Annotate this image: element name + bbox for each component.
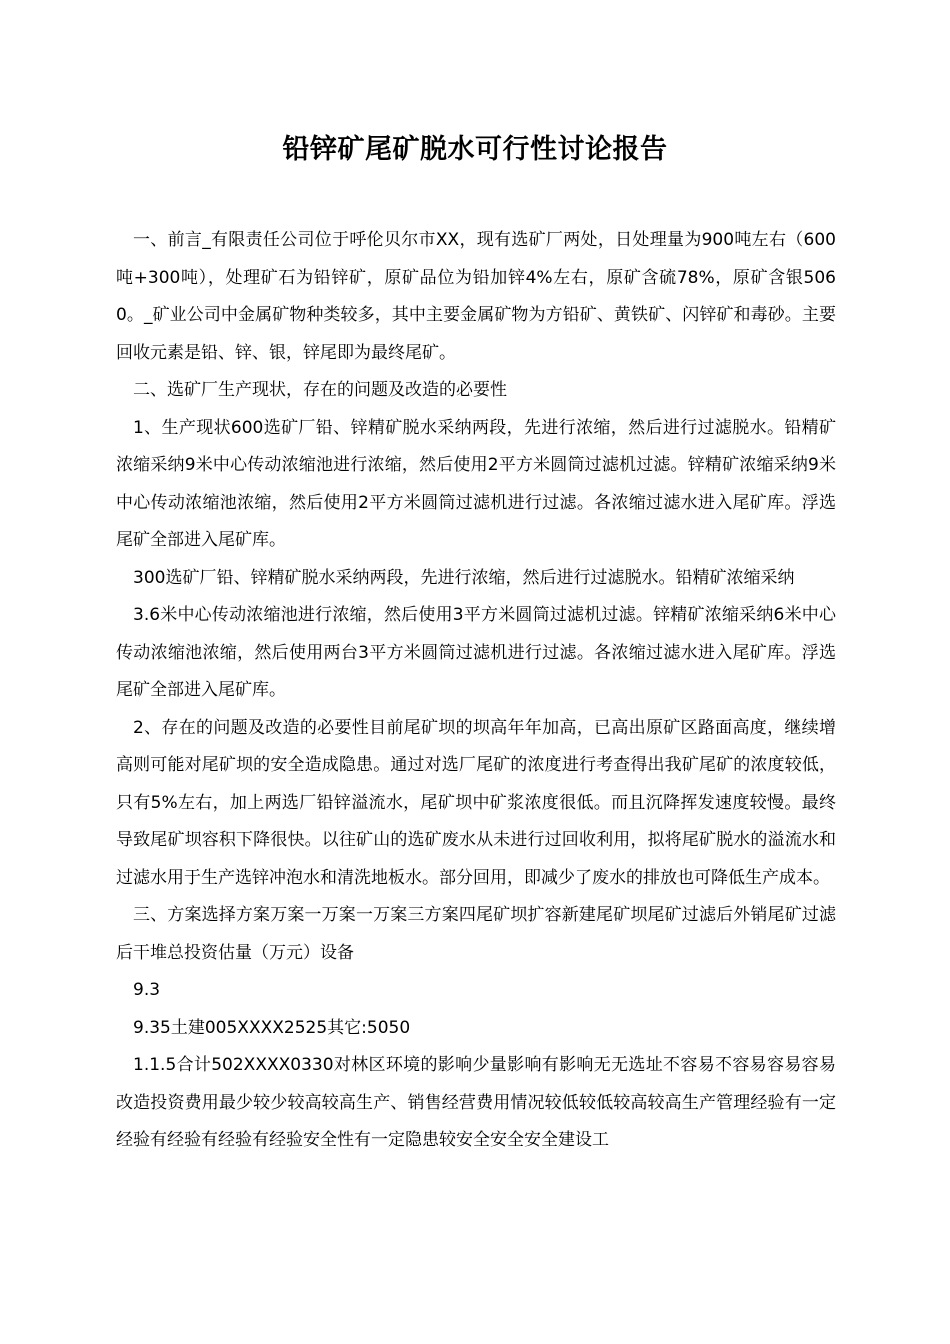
paragraph-problems-necessity: 2、存在的问题及改造的必要性目前尾矿坝的坝高年年加高，已高出原矿区路面高度，继续增高则可能对尾矿坝的安全造成隐患。通过对选厂尾矿的浓度进行考查得出我矿尾矿的浓度较低，只有5%左右，加上两选厂铅锌溢流水，尾矿坝中矿浆浓度很低。而且沉降挥发速度较慢。最终导致尾矿坝容积下降很快。以往矿山的选矿废水从未进行过回收利用，拟将尾矿脱水的溢流水和过滤水用于生产选锌冲泡水和清洗地板水。部分回用，即减少了废水的排放也可降低生产成本。 <box>116 717 836 888</box>
paragraph-preface: 一、前言_有限责任公司位于呼伦贝尔市XX，现有选矿厂两处，日处理量为900吨左右（600吨+300吨），处理矿石为铅锌矿，原矿品位为铅加锌4%左右，原矿含硫78%，原矿含银5060。_矿业公司中金属矿物种类较多，其中主要金属矿物为方铅矿、黄铁矿、闪锌矿和毒砂。主要回收元素是铅、锌、银，锌尾即为最终尾矿。 <box>116 230 836 363</box>
paragraph-value-line-2: 9.35土建005XXXX2525其它:5050 <box>133 1017 411 1038</box>
paragraph-plant-300-continued: 3.6米中心传动浓缩池进行浓缩，然后使用3平方米圆筒过滤机过滤。锌精矿浓缩采纳6米中心传动浓缩池浓缩，然后使用两台3平方米圆筒过滤机进行过滤。各浓缩过滤水进入尾矿库。浮选尾矿全部进入尾矿库。 <box>116 605 836 700</box>
paragraph-plant-300: 300选矿厂铅、锌精矿脱水采纳两段，先进行浓缩，然后进行过滤脱水。铅精矿浓缩采纳 <box>133 567 795 588</box>
document-title: 铅锌矿尾矿脱水可行性讨论报告 <box>282 134 668 165</box>
paragraph-section-2-heading: 二、选矿厂生产现状，存在的问题及改造的必要性 <box>133 380 507 400</box>
paragraph-comparison: 1.1.5合计502XXXX0330对林区环境的影响少量影响有影响无无选址不容易不容易容易容易改造投资费用最少较少较高较高生产、销售经营费用情况较低较低较高较高生产管理经验有一定经验有经验有经验有经验安全性有一定隐患较安全安全安全建设工 <box>116 1055 836 1150</box>
document-body <box>116 222 836 1160</box>
paragraph-value-line-1: 9.3 <box>133 980 161 1000</box>
paragraph-section-3-options: 三、方案选择方案万案一万案一万案三方案四尾矿坝扩容新建尾矿坝尾矿过滤后外销尾矿过滤后干堆总投资估量（万元）设备 <box>116 905 836 963</box>
paragraph-production-status: 1、生产现状600选矿厂铅、锌精矿脱水采纳两段，先进行浓缩，然后进行过滤脱水。铅精矿浓缩采纳9米中心传动浓缩池进行浓缩，然后使用2平方米圆筒过滤机过滤。锌精矿浓缩采纳9米中心传动浓缩池浓缩，然后使用2平方米圆筒过滤机进行过滤。各浓缩过滤水进入尾矿库。浮选尾矿全部进入尾矿库。 <box>116 417 836 550</box>
